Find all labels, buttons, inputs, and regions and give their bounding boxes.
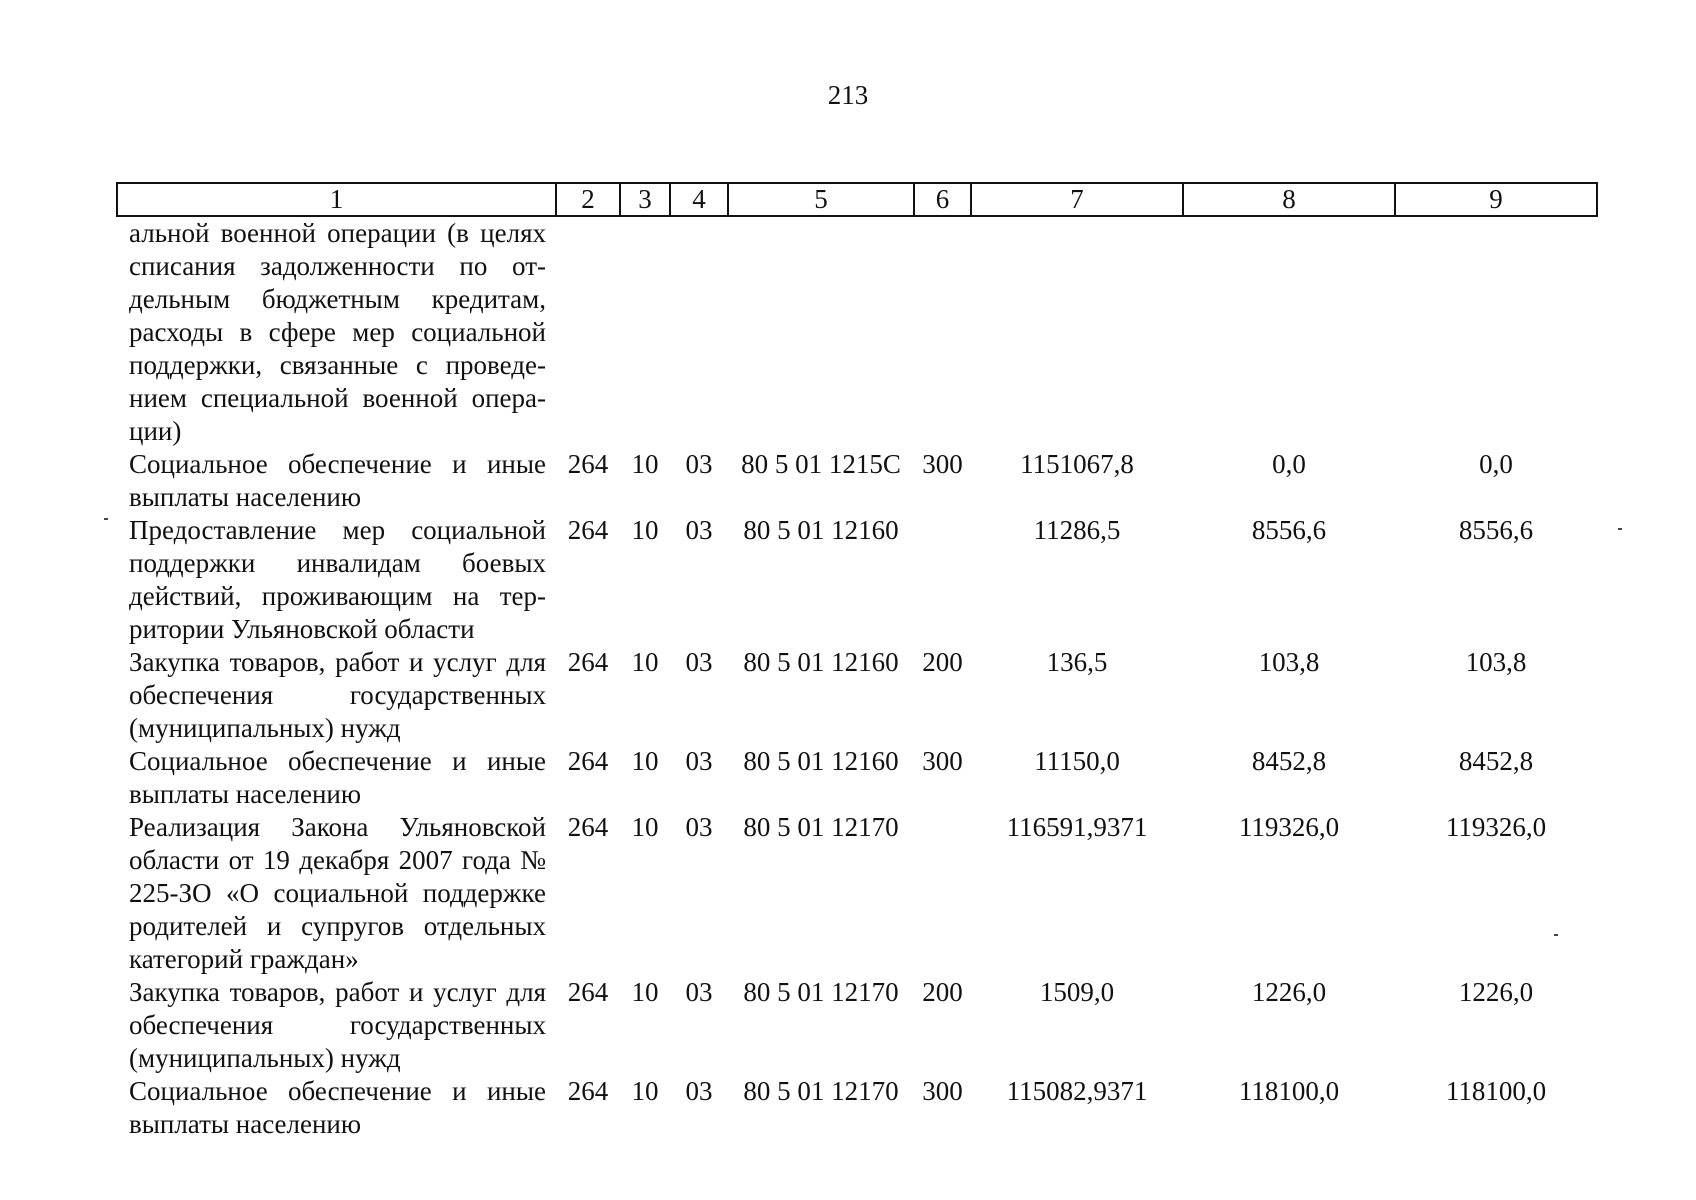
cell-target-article: 80 5 01 12160	[743, 647, 899, 677]
column-header: 6	[914, 183, 971, 216]
cell-section: 10	[631, 449, 659, 479]
cell-section: 10	[631, 812, 659, 842]
row-description: Закупка товаров, работ и услуг для обеспечения государственных (муниципальных) нужд	[129, 647, 546, 743]
cell-subsection: 03	[685, 977, 713, 1007]
scan-speck	[1618, 528, 1622, 530]
table-row	[117, 448, 1597, 514]
table-row	[117, 1075, 1597, 1141]
column-header: 3	[620, 183, 670, 216]
cell-amount-col9: 8556,6	[1458, 515, 1534, 545]
cell-admin-code: 264	[567, 515, 609, 545]
column-header: 7	[971, 183, 1183, 216]
cell-expense-type: 200	[922, 977, 963, 1007]
cell-target-article: 80 5 01 12170	[743, 812, 899, 842]
cell-amount-col9: 1226,0	[1458, 977, 1534, 1007]
cell-target-article: 80 5 01 12160	[743, 515, 899, 545]
page-number: 213	[827, 80, 869, 110]
table-row	[117, 811, 1597, 976]
cell-target-article: 80 5 01 12160	[743, 746, 899, 776]
table-row	[117, 976, 1597, 1075]
cell-section: 10	[631, 647, 659, 677]
cell-expense-type	[914, 514, 971, 646]
table-row	[117, 646, 1597, 745]
cell-expense-type: 300	[922, 449, 963, 479]
cell-expense-type: 300	[922, 1076, 963, 1106]
cell-subsection: 03	[685, 812, 713, 842]
scan-speck	[104, 518, 108, 520]
column-header: 1	[117, 183, 556, 216]
cell-amount-col7: 11150,0	[1034, 746, 1120, 776]
header-row	[117, 183, 1597, 216]
cell-subsection: 03	[685, 647, 713, 677]
cell-subsection: 03	[685, 515, 713, 545]
cell-section: 10	[631, 1076, 659, 1106]
cell-amount-col9: 0,0	[1479, 449, 1513, 479]
cell-amount-col9: 8452,8	[1458, 746, 1534, 776]
cell-amount-col7: 115082,9371	[1006, 1076, 1148, 1106]
cell-amount-col9: 103,8	[1465, 647, 1527, 677]
cell-expense-type	[914, 216, 971, 448]
cell-amount-col8: 0,0	[1272, 449, 1306, 479]
cell-target-article: 80 5 01 12170	[743, 1076, 899, 1106]
cell-admin-code: 264	[567, 1076, 609, 1106]
cell-amount-col7: 116591,9371	[1006, 812, 1148, 842]
cell-amount-col7: 11286,5	[1033, 515, 1121, 545]
row-description: Реализация Закона Ульяновской области от 19 декабря 2007 года № 225-ЗО «О социальной поддержке родителей и супругов отдельных категорий граждан»	[129, 812, 546, 974]
cell-amount-col8: 8452,8	[1251, 746, 1327, 776]
cell-target-article: 80 5 01 1215С	[741, 449, 901, 479]
cell-section: 10	[631, 746, 659, 776]
cell-amount-col8: 1226,0	[1251, 977, 1327, 1007]
column-header: 9	[1395, 183, 1597, 216]
table-row	[117, 514, 1597, 646]
table-body	[117, 216, 1597, 1141]
row-description: Социальное обеспечение и иные выплаты населению	[129, 746, 546, 809]
row-description: Предоставление мер социальной поддержки инвалидам боевых действий, проживающим на территории Ульяновской области	[129, 515, 546, 644]
cell-subsection: 03	[685, 746, 713, 776]
table-row	[117, 745, 1597, 811]
cell-amount-col9: 118100,0	[1445, 1076, 1547, 1106]
cell-admin-code: 264	[567, 647, 609, 677]
row-description: Социальное обеспечение и иные выплаты населению	[129, 449, 546, 512]
column-header: 8	[1183, 183, 1395, 216]
cell-section: 10	[631, 515, 659, 545]
cell-amount-col7: 1151067,8	[1020, 449, 1134, 479]
table-row	[117, 216, 1597, 448]
cell-amount-col7	[971, 216, 1183, 448]
cell-expense-type: 200	[922, 647, 963, 677]
cell-amount-col8: 103,8	[1258, 647, 1320, 677]
cell-admin-code: 264	[567, 977, 609, 1007]
row-description: Закупка товаров, работ и услуг для обеспечения государственных (муниципальных) нужд	[129, 977, 546, 1073]
table-header	[117, 183, 1597, 216]
cell-admin-code: 264	[567, 812, 609, 842]
row-description: Социальное обеспечение и иные выплаты населению	[129, 1076, 546, 1139]
cell-amount-col8: 8556,6	[1251, 515, 1327, 545]
cell-expense-type: 300	[922, 746, 963, 776]
cell-subsection	[670, 216, 728, 448]
cell-amount-col7: 136,5	[1046, 647, 1108, 677]
cell-subsection: 03	[685, 1076, 713, 1106]
cell-section	[620, 216, 670, 448]
cell-target-article: 80 5 01 12170	[743, 977, 899, 1007]
cell-expense-type	[914, 811, 971, 976]
cell-amount-col8: 119326,0	[1238, 812, 1340, 842]
cell-admin-code	[556, 216, 620, 448]
scan-speck	[1554, 934, 1558, 936]
column-header: 4	[670, 183, 728, 216]
budget-table	[116, 182, 1598, 1141]
cell-section: 10	[631, 977, 659, 1007]
column-header: 5	[728, 183, 914, 216]
cell-amount-col8	[1183, 216, 1395, 448]
cell-target-article	[728, 216, 914, 448]
cell-amount-col8: 118100,0	[1238, 1076, 1340, 1106]
column-header: 2	[556, 183, 620, 216]
cell-amount-col7: 1509,0	[1039, 977, 1115, 1007]
row-description: альной военной операции (в целях списания задолженности по отдельным бюджетным кредитам, расходы в сфере мер социальной поддержки, связанные с проведением специальной военной операции)	[129, 218, 546, 446]
cell-admin-code: 264	[567, 449, 609, 479]
cell-amount-col9	[1395, 216, 1597, 448]
cell-admin-code: 264	[567, 746, 609, 776]
cell-subsection: 03	[685, 449, 713, 479]
cell-amount-col9: 119326,0	[1445, 812, 1547, 842]
